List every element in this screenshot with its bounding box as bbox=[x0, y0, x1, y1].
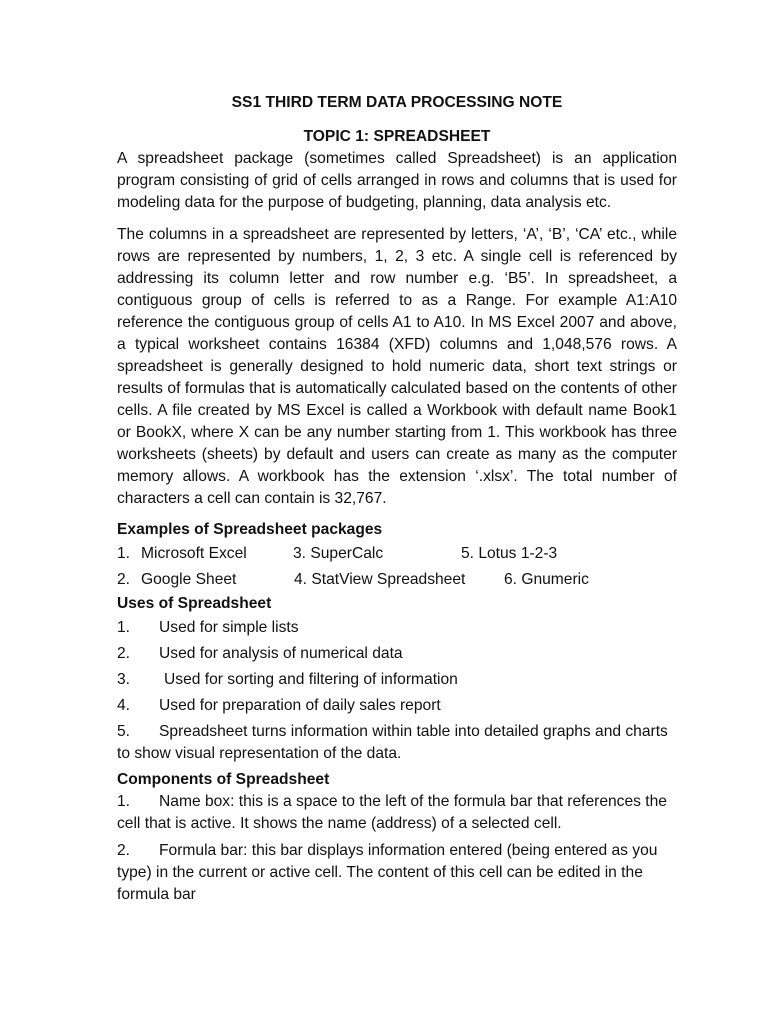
list-num: 1. bbox=[117, 793, 131, 810]
list-text: Used for simple lists bbox=[159, 619, 299, 636]
list-text: Name box: this is a space to the left of the formula bar that references the bbox=[159, 793, 667, 810]
list-num: 2. bbox=[117, 645, 131, 662]
list-item bbox=[117, 695, 677, 717]
document-page bbox=[117, 92, 677, 906]
list-item bbox=[117, 617, 677, 639]
uses-heading: Uses of Spreadsheet bbox=[117, 595, 272, 612]
example-item: Google Sheet bbox=[141, 571, 237, 588]
list-num: 1. bbox=[117, 619, 131, 636]
list-item-continued: to show visual representation of the data. bbox=[117, 745, 402, 762]
list-item bbox=[117, 721, 677, 743]
list-text: Formula bar: this bar displays information entered (being entered as you bbox=[159, 842, 658, 859]
list-text: Used for preparation of daily sales report bbox=[159, 697, 441, 714]
list-num: 4. bbox=[117, 697, 131, 714]
list-text: Used for analysis of numerical data bbox=[159, 645, 403, 662]
example-num: 1. bbox=[117, 545, 131, 562]
example-item: 3. SuperCalc bbox=[293, 545, 384, 562]
list-text: Spreadsheet turns information within table into detailed graphs and charts bbox=[159, 723, 668, 740]
list-item bbox=[117, 791, 677, 813]
list-item-continued: formula bar bbox=[117, 886, 196, 903]
example-item: 5. Lotus 1-2-3 bbox=[461, 545, 558, 562]
list-num: 3. bbox=[117, 671, 131, 688]
examples-heading: Examples of Spreadsheet packages bbox=[117, 521, 383, 538]
list-text: Used for sorting and filtering of information bbox=[164, 671, 458, 688]
list-item-continued: type) in the current or active cell. The content of this cell can be edited in the bbox=[117, 864, 643, 881]
document-title: SS1 THIRD TERM DATA PROCESSING NOTE bbox=[231, 94, 563, 111]
example-item: 4. StatView Spreadsheet bbox=[294, 571, 466, 588]
example-num: 2. bbox=[117, 571, 131, 588]
examples-row bbox=[117, 541, 677, 567]
list-num: 5. bbox=[117, 723, 131, 740]
list-item bbox=[117, 643, 677, 665]
list-item bbox=[117, 840, 677, 862]
paragraph-details: The columns in a spreadsheet are represented by letters, ‘A’, ‘B’, ‘CA’ etc., while rows are represented by numbers, 1, 2, 3 etc. A single cell is referenced by addressing its column letter and row number e.g. ‘B5’. In spreadsheet, a contiguous group of cells is referred to as a Range. For example A1:A10 reference the contiguous group of cells A1 to A10. In MS Excel 2007 and above, a typical worksheet contains 16384 (XFD) columns and 1,048,576 rows. A spreadsheet is generally designed to hold numeric data, short text strings or results of formulas that is automatically calculated based on the contents of other cells. A file created by MS Excel is called a Workbook with default name Book1 or BookX, where X can be any number starting from 1. This workbook has three worksheets (sheets) by default and users can create as many as the computer memory allows. A workbook has the extension ‘.xlsx’. The total number of characters a cell can contain is 32,767. bbox=[117, 226, 677, 507]
list-item bbox=[117, 669, 677, 691]
example-item: 6. Gnumeric bbox=[504, 571, 589, 588]
components-heading: Components of Spreadsheet bbox=[117, 771, 330, 788]
list-item-continued: cell that is active. It shows the name (address) of a selected cell. bbox=[117, 815, 562, 832]
list-num: 2. bbox=[117, 842, 131, 859]
examples-row bbox=[117, 567, 677, 593]
topic-heading: TOPIC 1: SPREADSHEET bbox=[303, 128, 491, 145]
example-item: Microsoft Excel bbox=[141, 545, 247, 562]
paragraph-definition: A spreadsheet package (sometimes called Spreadsheet) is an application program consisting of grid of cells arranged in rows and columns that is used for modeling data for the purpose of budgeting, planning, data analysis etc. bbox=[117, 150, 677, 211]
